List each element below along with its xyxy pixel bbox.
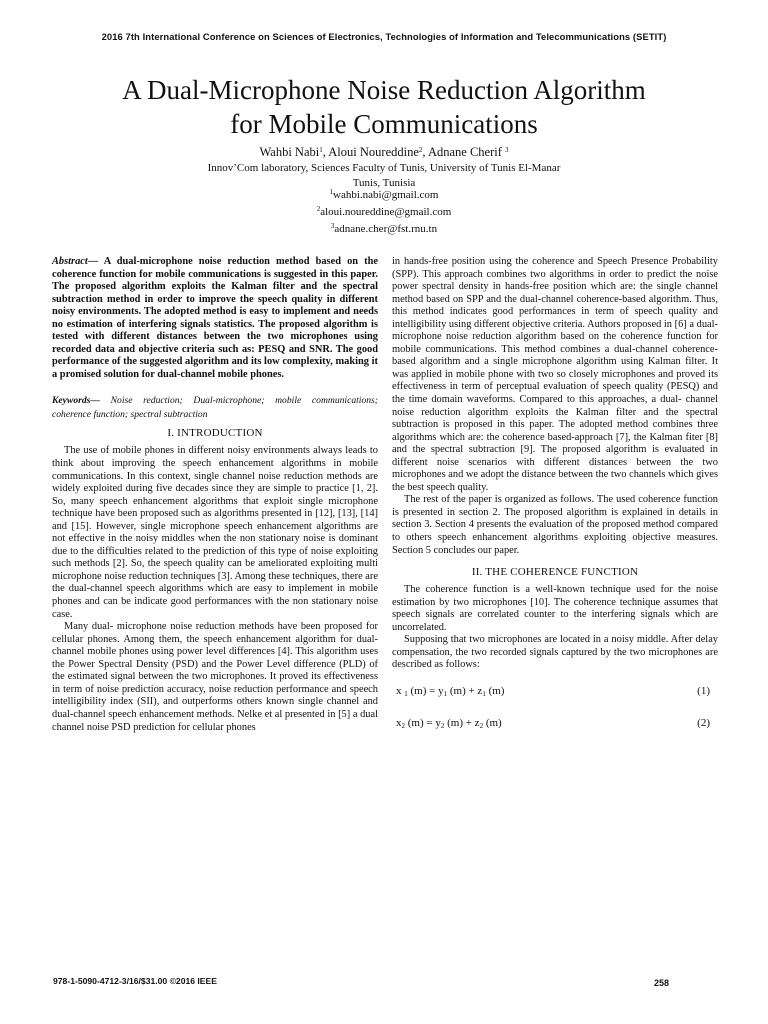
author-emails: [0, 187, 768, 238]
equation-expression: x $_1$ $(m) = y_1$ $(m) + z_1$ (m): [396, 684, 505, 698]
equation-number: (2): [697, 716, 710, 729]
paper-title-line-2: for Mobile Communications: [230, 109, 538, 139]
paragraph: The use of mobile phones in different noisy environments always leads to think about improving the speech enhancement algorithms in mobile communications. In this context, single channel noise reduction methods are widely exploited during five decades since they are simple to practice [1, 2]. So, many speech enhancement algorithms that exploit single microphone technique have been proposed such as algorithms presented in [12], [13], [14] and [15]. However, single microphone speech enhancement algorithms are not effective in the noisy middles when the non stationary noise is dominant due to the difficulties related to the prediction of this type of noise exploiting such methods [2]. So, the speech quality can be ameliorated exploiting multi microphone noise reduction techniques [3]. Among these techniques, there are the dual-channel speech algorithms which are easy to implement in mobile phones and can be indicate good performances with the non stationary noise case.: [52, 445, 378, 620]
section-heading-introduction: I. INTRODUCTION: [167, 427, 263, 440]
footer-isbn: 978-1-5090-4712-3/16/$31.00 ©2016 IEEE: [53, 976, 218, 986]
keywords-label: Keywords—: [52, 395, 100, 407]
paragraph: Supposing that two microphones are located in a noisy middle. After delay compensation, the two recorded signals captured by the two microphones are described as follows:: [392, 634, 718, 671]
author-list: Wahbi Nabi$^1$, Aloui Noureddine$^2$, Adnane Cherif $^3$: [259, 145, 509, 159]
equation-number: (1): [697, 684, 710, 697]
email-mark: 3: [330, 222, 335, 230]
paper-title-line-1: A Dual-Microphone Noise Reduction Algorithm: [122, 75, 646, 105]
equation-1: [392, 682, 718, 700]
email-address: wahbi.nabi@gmail.com: [333, 189, 439, 201]
equation-2: [392, 714, 718, 732]
right-column: [392, 256, 718, 732]
equation-expression: $x_2$ $(m) = y_2$ $(m) + z_2$ (m): [396, 716, 502, 730]
author-name: Adnane Cherif: [427, 145, 502, 159]
paragraph-continued: in hands-free position using the coherence and Speech Presence Probability (SPP). This approach combines two algorithms in order to predict the noise power spectral density in hands-free position which are: the single channel method based on SPP and the dual-channel coherence-based algorithm. Thus, this method indicates good performances in term of speech quality and intelligibility using different objective criteria. Authors proposed in [6] a dual-microphone noise reduction algorithm based on the coherence function for mobile communications. This method combines a dual-channel coherence-based algorithm and a single microphone algorithm using Kalman filter. It was applied in mobile phone with two so closely microphones and proved its effectiveness in term of perceptual evaluation of speech quality (PESQ) and the time domain waveforms. Compared to this approaches, a dual- channel noise reduction algorithm exploits the Kalman filter and the spectral subtraction is proposed in this paper. The adopted method combines three algorithms which are: the coherence based-approach [7], the Kalman fiter [8] and the spectral subtraction [9]. The proposed algorithm is evaluated in different noise scenarios with different distances between the two microphones and we adopt the distance between the two channels which gives the best speech quality.: [392, 256, 718, 493]
abstract-dash: —: [87, 256, 99, 267]
author-affiliation-mark: 1: [319, 146, 323, 154]
email-address: adnane.cher@fst.rnu.tn: [334, 223, 438, 235]
paragraph: The coherence function is a well-known technique used for the noise estimation by two microphones [10]. The coherence technique assumes that speech signals are correlated counter to the interfering signals which are uncorrelated.: [392, 584, 718, 633]
section-heading-coherence-function: II. THE COHERENCE FUNCTION: [471, 566, 639, 579]
paragraph: Many dual- microphone noise reduction methods have been proposed for cellular phones. Among them, the speech enhancement algorithm for dual-channel mobile phones using power level differences [4]. This algorithm uses the Power Spectral Density (PSD) and the Power Level difference (PLD) of the estimated signal between the two microphones. It proved its effectiveness in term of noise prediction accuracy, noise reduction performance and speech intelligibility index (SII), and outperforms others known single channel and dual-channel speech enhancement methods. Nelke et al presented in [5] a dual channel noise PSD prediction for cellular phones: [52, 621, 378, 733]
email-line: [0, 204, 768, 221]
author-affiliation-mark: 2: [418, 146, 423, 154]
email-mark: 1: [329, 188, 334, 196]
abstract: [52, 256, 378, 381]
email-line: [0, 187, 768, 204]
affiliation-line: Innov’Com laboratory, Sciences Faculty of Tunis, University of Tunis El-Manar: [207, 162, 561, 174]
abstract-label: Abstract: [52, 256, 88, 267]
paper-title: [40, 73, 728, 141]
email-mark: 2: [316, 205, 321, 213]
email-address: aloui.noureddine@gmail.com: [320, 206, 452, 218]
conference-header: 2016 7th International Conference on Sciences of Electronics, Technologies of Information and Telecommunications (SETIT): [101, 31, 667, 42]
author-name: Wahbi Nabi: [259, 145, 320, 159]
affiliation-city: Tunis, Tunisia: [352, 177, 416, 189]
keywords: [52, 394, 378, 422]
page-number: 258: [654, 978, 670, 988]
paragraph: The rest of the paper is organized as follows. The used coherence function is presented in section 2. The proposed algorithm is explained in details in section 3. Section 4 presents the evaluation of the proposed method compared to others speech enhancement algorithms exploiting objective measures. Section 5 concludes our paper.: [392, 494, 718, 556]
abstract-text: A dual-microphone noise reduction method based on the coherence function for mobile communications is suggested in this paper. The proposed algorithm exploits the Kalman filter and the spectral subtraction method in order to improve the speech quality in different noisy environments. The adopted method is easy to implement and needs no estimation of interfering signals statistics. The proposed algorithm is tested with different distances between the two microphones using recorded data and objective criteria such as: PESQ and SNR. The good performance of the suggested algorithm and its low complexity, making it a promised solution for dual-channel mobile phones.: [52, 256, 378, 380]
email-line: [0, 221, 768, 238]
author-affiliation-mark: 3: [505, 146, 509, 154]
left-column: [52, 256, 378, 734]
keywords-text: Noise reduction; Dual-microphone; mobile communications; coherence function; spectral subtraction: [52, 395, 378, 421]
author-name: Aloui Noureddine: [328, 145, 419, 159]
